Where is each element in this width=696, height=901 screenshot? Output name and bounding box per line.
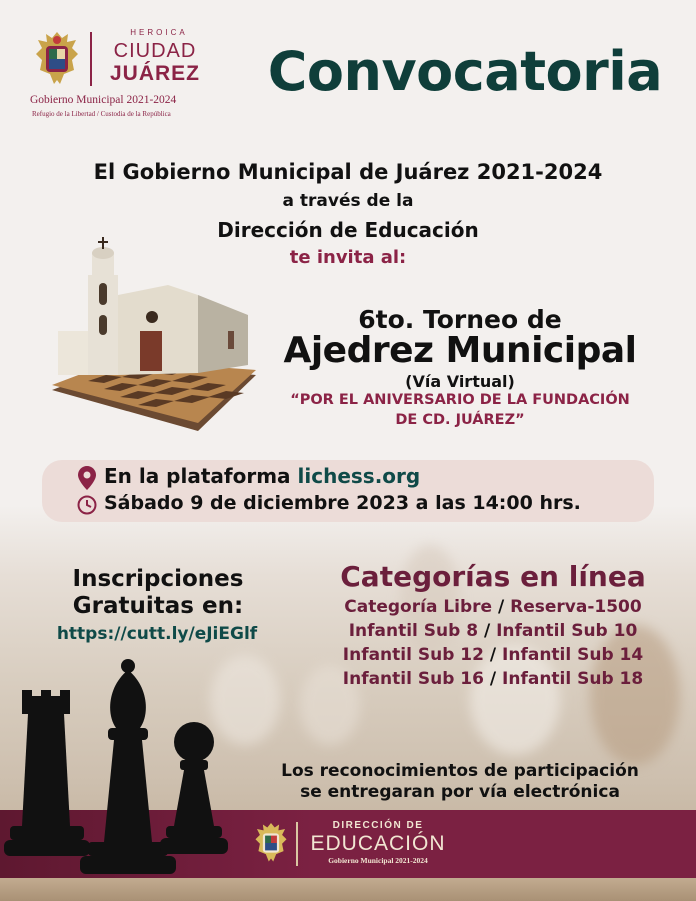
category-separator: /	[489, 669, 497, 689]
event-date: Sábado 9 de diciembre 2023 a las 14:00 hrs.	[104, 492, 581, 514]
category-row	[310, 597, 676, 617]
reconocimientos-line-1: Los reconocimientos de participación	[281, 761, 639, 781]
torneo-nombre: Ajedrez Municipal	[283, 330, 637, 371]
footer-divider	[296, 822, 298, 866]
ciudad-juarez-logo	[28, 26, 228, 126]
intro-direccion: Dirección de Educación	[217, 218, 479, 242]
rook-icon	[4, 690, 90, 856]
pawn-icon	[160, 722, 228, 854]
intro-gobierno: El Gobierno Municipal de Juárez 2021-2024	[93, 160, 603, 184]
category-item: Infantil Sub 16	[342, 669, 484, 689]
footer-educacion: EDUCACIÓN	[310, 832, 446, 855]
page-title: Convocatoria	[267, 40, 663, 103]
event-info-box	[42, 460, 654, 522]
footer-gobierno: Gobierno Municipal 2021-2024	[328, 856, 428, 865]
torneo-numero: 6to. Torneo de	[358, 305, 562, 334]
logo-gobierno: Gobierno Municipal 2021-2024	[30, 94, 177, 106]
logo-refugio: Refugio de la Libertad / Custodia de la República	[32, 110, 171, 118]
platform-line	[104, 464, 420, 488]
category-row	[310, 645, 676, 665]
category-item: Infantil Sub 10	[496, 621, 638, 641]
category-separator: /	[489, 645, 497, 665]
logo-heroica: HEROICA	[130, 28, 188, 37]
category-row	[310, 669, 676, 689]
platform-prefix: En la plataforma	[104, 464, 298, 488]
torneo-modalidad: (Vía Virtual)	[405, 372, 515, 391]
inscripciones-title-2: Gratuitas en:	[72, 593, 244, 619]
category-separator: /	[483, 621, 491, 641]
torneo-motivo-1: “POR EL ANIVERSARIO DE LA FUNDACIÓN	[290, 392, 630, 408]
footer-direccion: DIRECCIÓN DE	[332, 820, 424, 831]
chess-pieces-illustration	[0, 656, 250, 878]
intro-traves: a través de la	[282, 191, 414, 211]
category-item: Infantil Sub 12	[342, 645, 484, 665]
category-item: Infantil Sub 18	[502, 669, 644, 689]
clock-icon	[77, 495, 97, 515]
intro-invita: te invita al:	[289, 247, 407, 268]
categorias-title: Categorías en línea	[340, 560, 646, 593]
logo-juarez: JUÁREZ	[109, 62, 200, 85]
location-pin-icon	[78, 466, 96, 490]
torneo-motivo-2: DE CD. JUÁREZ”	[395, 412, 525, 428]
category-item: Reserva-1500	[510, 597, 642, 617]
category-row	[310, 621, 676, 641]
coat-of-arms-icon	[254, 820, 288, 866]
category-item: Categoría Libre	[344, 597, 493, 617]
bottom-strip	[0, 878, 696, 901]
platform-link[interactable]: lichess.org	[297, 464, 421, 488]
reconocimientos-line-2: se entregaran por vía electrónica	[300, 782, 620, 802]
category-separator: /	[498, 597, 505, 617]
category-item: Infantil Sub 14	[502, 645, 644, 665]
logo-ciudad: CIUDAD	[113, 40, 197, 62]
category-item: Infantil Sub 8	[348, 621, 479, 641]
coat-of-arms-icon	[34, 30, 80, 88]
registration-link[interactable]: https://cutt.ly/eJiEGlf	[56, 624, 258, 644]
church-illustration	[48, 235, 260, 435]
logo-divider	[90, 32, 92, 86]
inscripciones-title-1: Inscripciones	[72, 566, 244, 592]
